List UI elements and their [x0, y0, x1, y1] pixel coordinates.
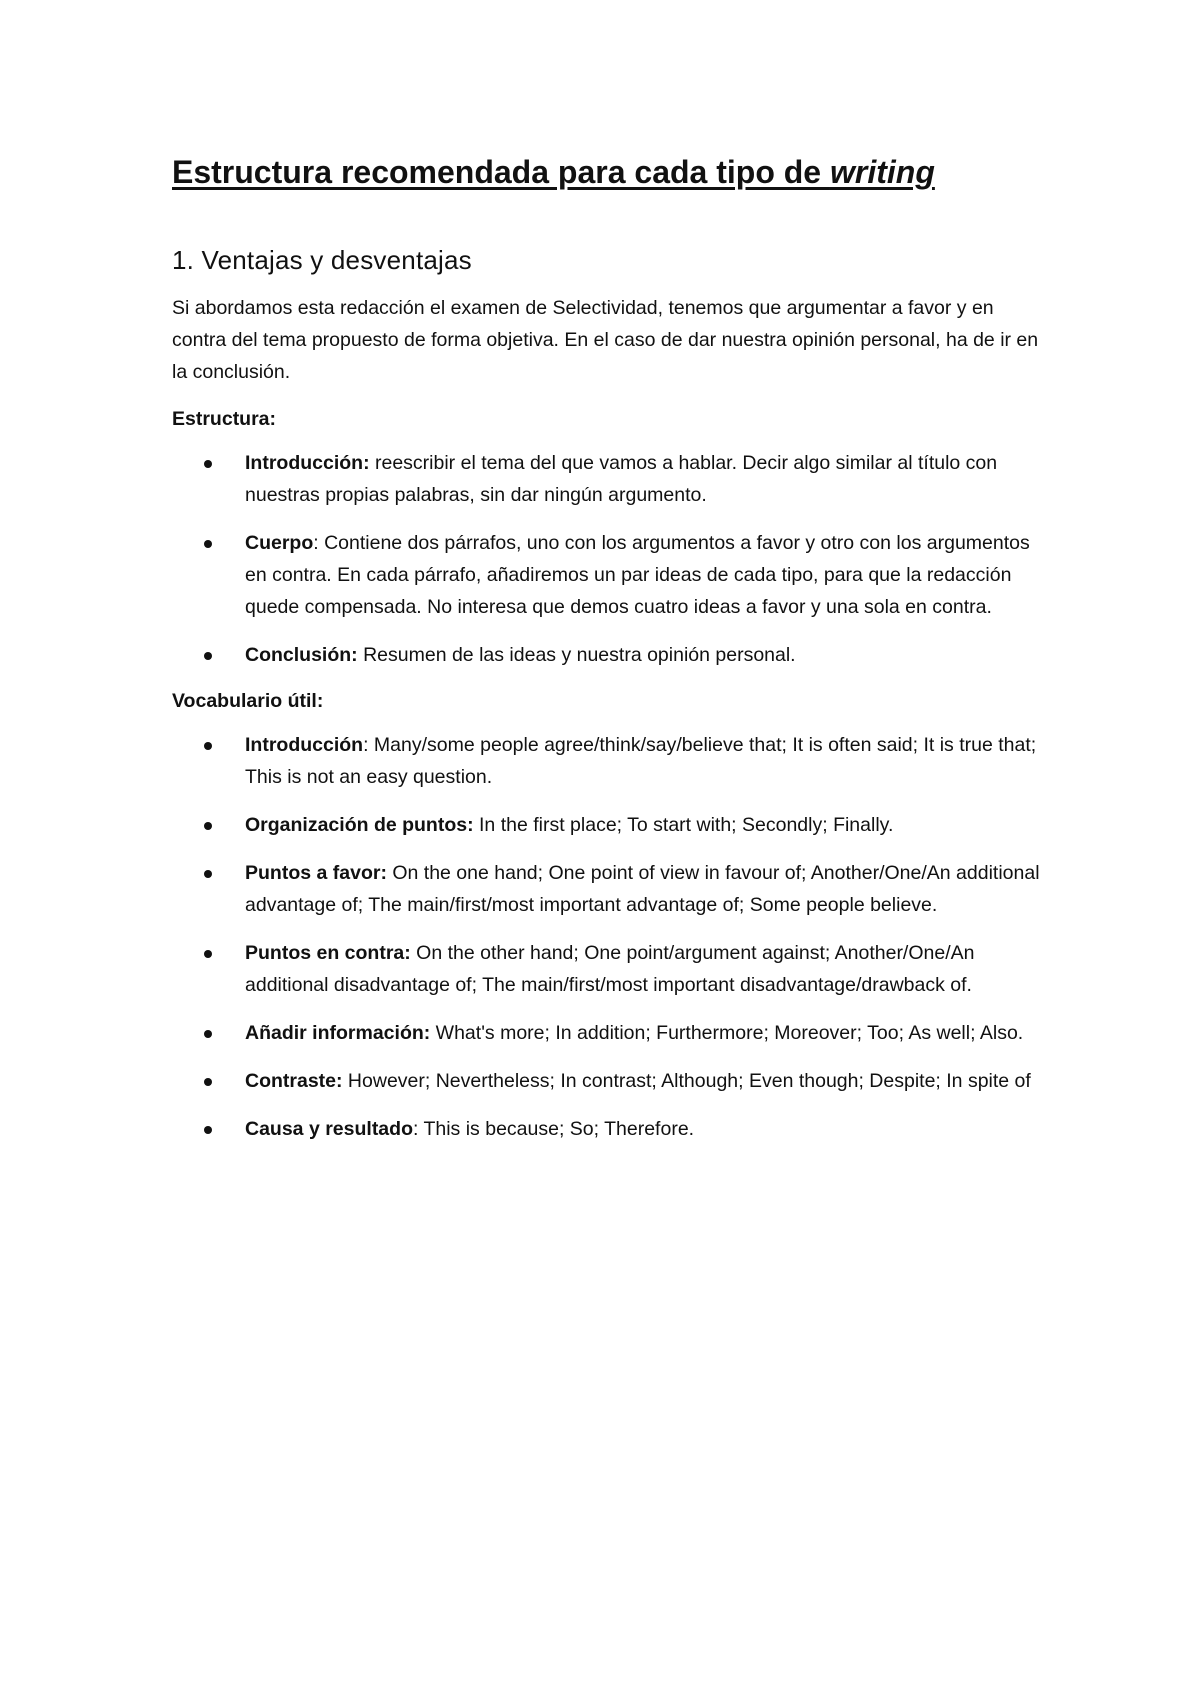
item-text: reescribir el tema del que vamos a hablar. Decir algo similar al título con nuestras propias palabras, sin dar ningún argumento. [245, 452, 998, 506]
item-term: Introducción [245, 734, 364, 756]
list-item [172, 1113, 1042, 1145]
bullet-icon [204, 1126, 212, 1134]
item-text: : Contiene dos párrafos, uno con los argumentos a favor y otro con los argumentos en contra. En cada párrafo, añadiremos un par ideas de cada tipo, para que la redacción quede compensada. No interesa que demos cuatro ideas a favor y una sola en contra. [245, 532, 1030, 618]
item-text: : Many/some people agree/think/say/believe that; It is often said; It is true that; This is not an easy question. [245, 734, 1037, 788]
bullet-icon [204, 460, 212, 468]
intro-paragraph: Si abordamos esta redacción el examen de Selectividad, tenemos que argumentar a favor y en contra del tema propuesto de forma objetiva. En el caso de dar nuestra opinión personal, ha de ir en la conclusión. [172, 297, 1039, 383]
bullet-icon [204, 742, 212, 750]
bullet-icon [204, 1030, 212, 1038]
item-term: Conclusión: [245, 644, 358, 666]
document-content [172, 150, 1042, 1161]
bullet-icon [204, 822, 212, 830]
item-term: Cuerpo [245, 532, 314, 554]
structure-list [172, 447, 1042, 671]
list-item [172, 639, 1042, 671]
section-heading: 1. Ventajas y desventajas [172, 245, 472, 275]
bullet-icon [204, 870, 212, 878]
list-item [172, 447, 1042, 511]
item-term: Organización de puntos: [245, 814, 474, 836]
bullet-icon [204, 652, 212, 660]
list-item [172, 857, 1042, 921]
item-text: However; Nevertheless; In contrast; Although; Even though; Despite; In spite of [342, 1070, 1031, 1092]
title-main-text: Estructura recomendada para cada tipo de [172, 154, 830, 190]
item-term: Puntos a favor: [245, 862, 387, 884]
list-item [172, 1017, 1042, 1049]
item-text: In the first place; To start with; Secondly; Finally. [473, 814, 894, 836]
title-emphasis-text: writing [829, 154, 935, 190]
item-term: Causa y resultado [245, 1118, 413, 1140]
item-term: Introducción: [245, 452, 370, 474]
item-text: : This is because; So; Therefore. [412, 1118, 695, 1140]
item-text: Resumen de las ideas y nuestra opinión personal. [357, 644, 796, 666]
list-item [172, 729, 1042, 793]
list-item [172, 809, 1042, 841]
item-text: On the one hand; One point of view in favour of; Another/One/An additional advantage of; The main/first/most important advantage of; Some people believe. [245, 862, 1040, 916]
bullet-icon [204, 540, 212, 548]
item-text: On the other hand; One point/argument against; Another/One/An additional disadvantage of; The main/first/most important disadvantage/drawback of. [245, 942, 975, 996]
vocab-label: Vocabulario útil: [172, 690, 324, 712]
structure-label: Estructura: [172, 408, 277, 430]
item-term: Añadir información: [245, 1022, 431, 1044]
document-title [172, 150, 1042, 194]
bullet-icon [204, 950, 212, 958]
vocab-list [172, 729, 1042, 1145]
item-term: Contraste: [245, 1070, 343, 1092]
bullet-icon [204, 1078, 212, 1086]
item-text: What's more; In addition; Furthermore; Moreover; Too; As well; Also. [430, 1022, 1024, 1044]
item-term: Puntos en contra: [245, 942, 411, 964]
list-item [172, 1065, 1042, 1097]
list-item [172, 937, 1042, 1001]
list-item [172, 527, 1042, 623]
